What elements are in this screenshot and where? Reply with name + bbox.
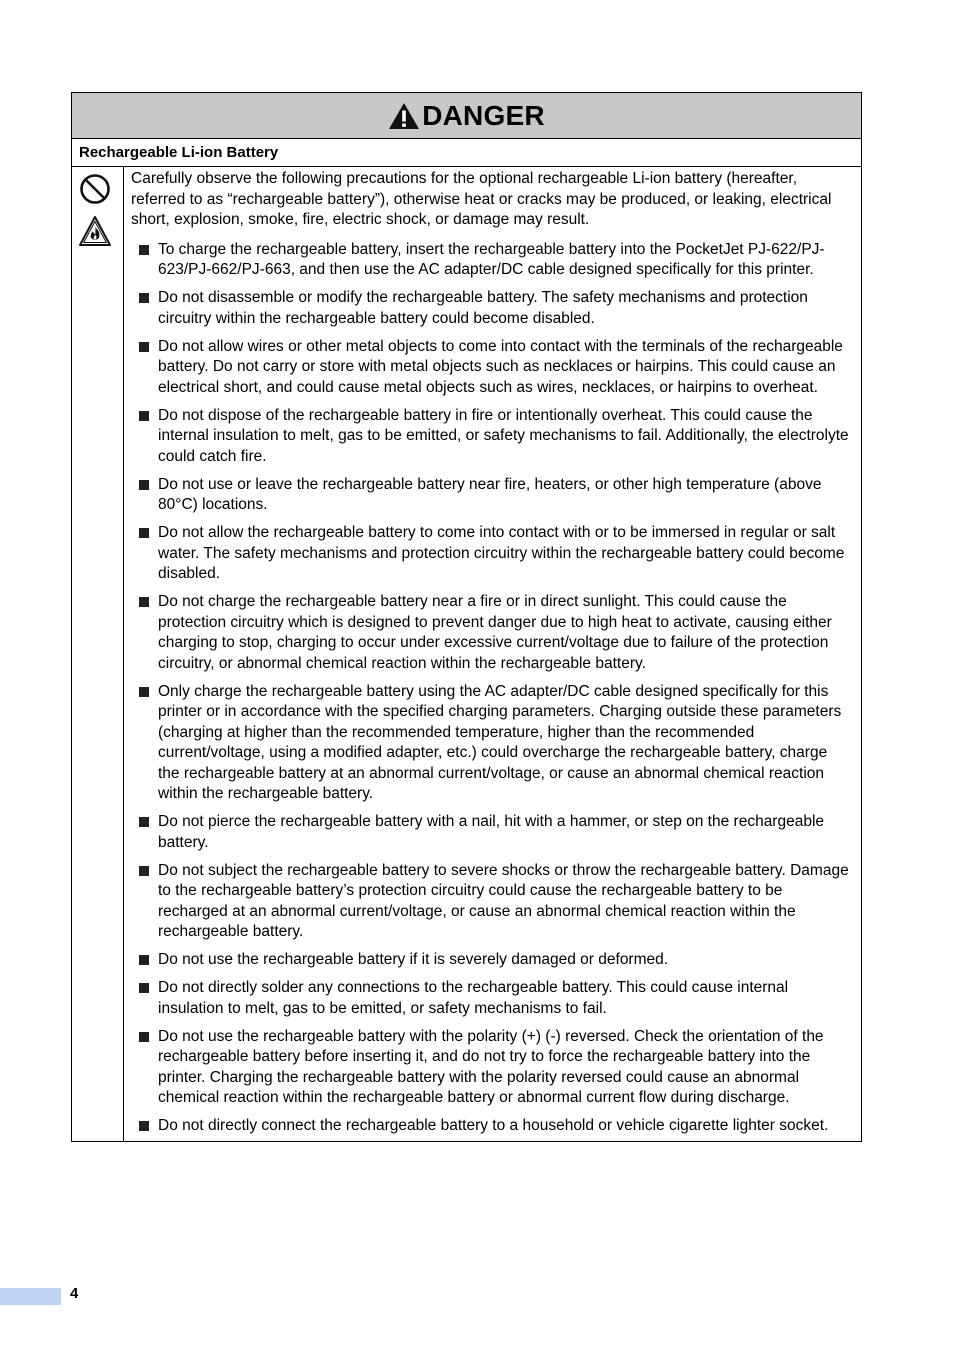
precautions-row bbox=[72, 167, 861, 1141]
list-item-text: Do not dispose of the rechargeable battery in fire or intentionally overheat. This could cause the internal insulation to melt, gas to be emitted, or safety mechanisms to fail. Additionally, the electrolyte could catch fire. bbox=[158, 406, 849, 465]
list-item-text: Do not use or leave the rechargeable battery near fire, heaters, or other high temperature (above 80°C) locations. bbox=[158, 475, 822, 513]
square-bullet-icon bbox=[139, 866, 149, 876]
list-item-text: Do not allow wires or other metal objects to come into contact with the terminals of the rechargeable battery. Do not carry or store with metal objects such as necklaces or hairpins. This could cause an electrical short, and could cause metal objects such as wires, necklaces, or hairpins to overheat. bbox=[158, 337, 843, 396]
prohibition-icon bbox=[79, 173, 111, 205]
list-item-text: Do not directly solder any connections to the rechargeable battery. This could cause internal insulation to melt, gas to be emitted, or safety mechanisms to fail. bbox=[158, 979, 789, 1017]
square-bullet-icon bbox=[139, 411, 149, 421]
precautions-text bbox=[124, 167, 861, 1141]
list-item-text: Do not disassemble or modify the rechargeable battery. The safety mechanisms and protection circuitry within the rechargeable battery could become disabled. bbox=[158, 289, 808, 327]
list-item bbox=[131, 337, 852, 399]
danger-title: DANGER bbox=[422, 99, 545, 131]
list-item bbox=[131, 1027, 852, 1109]
square-bullet-icon bbox=[139, 342, 149, 352]
list-item-text: Do not use the rechargeable battery if it is severely damaged or deformed. bbox=[158, 951, 669, 968]
list-item bbox=[131, 861, 852, 943]
page-marker-bar bbox=[0, 1288, 61, 1305]
hazard-icons-column bbox=[72, 167, 124, 1141]
list-item bbox=[131, 592, 852, 674]
list-item-text: Do not pierce the rechargeable battery with a nail, hit with a hammer, or step on the rechargeable battery. bbox=[158, 813, 825, 851]
square-bullet-icon bbox=[139, 817, 149, 827]
square-bullet-icon bbox=[139, 597, 149, 607]
list-item bbox=[131, 475, 852, 516]
list-item bbox=[131, 950, 852, 971]
section-title: Rechargeable Li-ion Battery bbox=[72, 139, 861, 167]
list-item-text: To charge the rechargeable battery, insert the rechargeable battery into the PocketJet PJ-622/PJ-623/PJ-662/PJ-663, and then use the AC adapter/DC cable designed specifically for this printer. bbox=[158, 240, 825, 278]
list-item-text: Only charge the rechargeable battery using the AC adapter/DC cable designed specifically for this printer or in accordance with the specified charging parameters. Charging outside these parameters (charging at higher than the recommended temperature, higher than the recommended current/voltage, using a modified adapter, etc.) could overcharge the rechargeable battery, charge the rechargeable battery at an abnormal current/voltage, or cause an abnormal chemical reaction within the rechargeable battery. bbox=[158, 682, 842, 802]
list-item-text: Do not charge the rechargeable battery near a fire or in direct sunlight. This could cause the protection circuitry which is designed to prevent danger due to high heat to activate, causing either charging to stop, charging to occur under excessive current/voltage due to failure of the protection circuitry, or abnormal chemical reaction within the rechargeable battery. bbox=[158, 593, 832, 672]
list-item-text: Do not allow the rechargeable battery to come into contact with or to be immersed in regular or salt water. The safety mechanisms and protection circuitry within the rechargeable battery could become disabled. bbox=[158, 524, 845, 582]
list-item bbox=[131, 523, 852, 585]
square-bullet-icon bbox=[139, 955, 149, 965]
list-item bbox=[131, 240, 852, 281]
intro-paragraph: Carefully observe the following precautions for the optional rechargeable Li-ion battery (hereafter, referred to as “rechargeable battery”), otherwise heat or cracks may be produced, or leaking, electrical short, explosion, smoke, fire, electric shock, or damage may result. bbox=[131, 170, 832, 228]
square-bullet-icon bbox=[139, 1032, 149, 1042]
warning-triangle-icon bbox=[388, 102, 420, 130]
danger-header bbox=[72, 93, 861, 139]
danger-table bbox=[71, 92, 862, 1142]
square-bullet-icon bbox=[139, 1121, 149, 1131]
list-item bbox=[131, 406, 852, 468]
square-bullet-icon bbox=[139, 983, 149, 993]
square-bullet-icon bbox=[139, 687, 149, 697]
list-item bbox=[131, 288, 852, 329]
square-bullet-icon bbox=[139, 528, 149, 538]
fire-hazard-icon bbox=[79, 215, 111, 247]
list-item bbox=[131, 978, 852, 1019]
list-item bbox=[131, 682, 852, 805]
square-bullet-icon bbox=[139, 480, 149, 490]
precautions-list bbox=[131, 240, 852, 1137]
list-item bbox=[131, 1116, 852, 1137]
page-number: 4 bbox=[70, 1285, 79, 1302]
list-item-text: Do not use the rechargeable battery with the polarity (+) (-) reversed. Check the orientation of the rechargeable battery before inserting it, and do not try to force the rechargeable battery into the printer. Charging the rechargeable battery with the polarity reversed could cause an abnormal chemical reaction within the rechargeable battery or abnormal current flow during discharge. bbox=[158, 1027, 824, 1106]
square-bullet-icon bbox=[139, 293, 149, 303]
list-item-text: Do not subject the rechargeable battery to severe shocks or throw the rechargeable battery. Damage to the rechargeable battery’s protection circuitry could cause the rechargeable battery to be recharged at an abnormal current/voltage, or cause an abnormal chemical reaction within the rechargeable battery. bbox=[158, 861, 849, 940]
list-item-text: Do not directly connect the rechargeable battery to a household or vehicle cigarette lighter socket. bbox=[158, 1117, 829, 1134]
list-item bbox=[131, 812, 852, 853]
square-bullet-icon bbox=[139, 245, 149, 255]
